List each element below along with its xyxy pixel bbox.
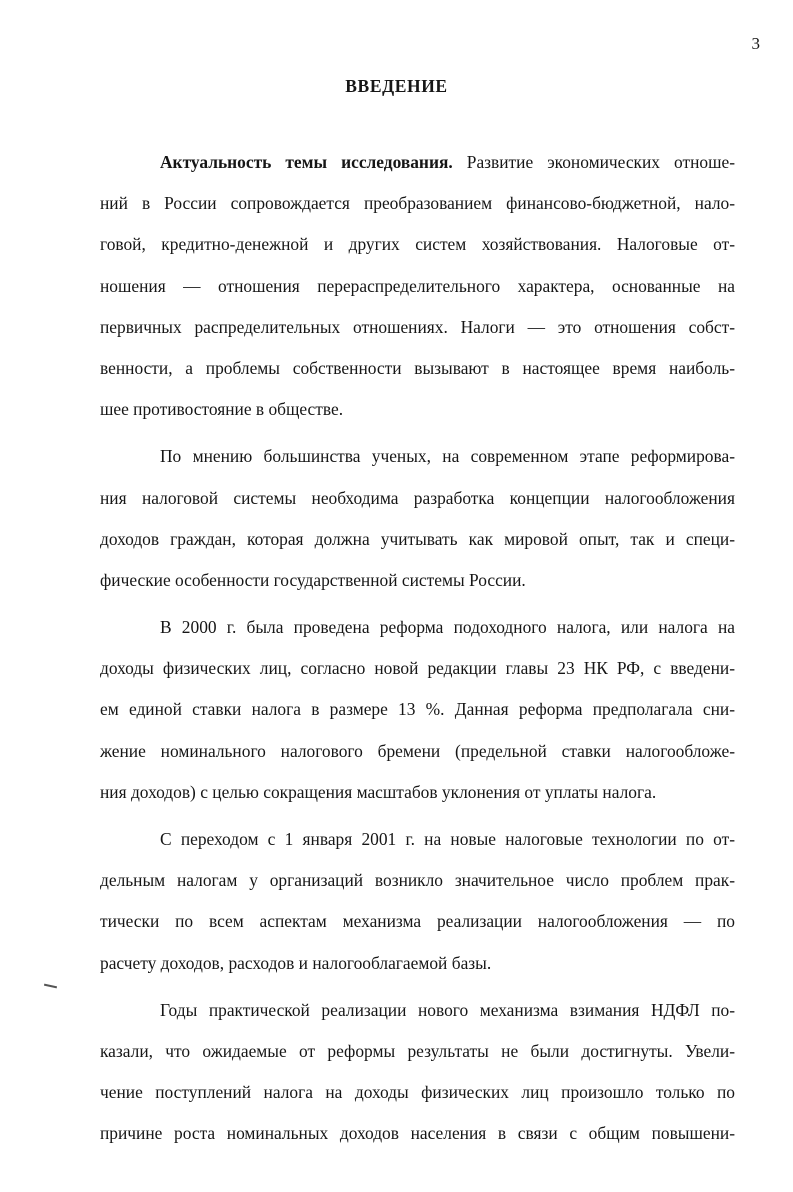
text-line: В 2000 г. была проведена реформа подоходного налога, или налога на [160,617,735,638]
text-line: фические особенности государственной системы России. [100,569,526,590]
text-line: С переходом с 1 января 2001 г. на новые налоговые технологии по от- [160,829,735,849]
text-line: жение номинального налогового бремени (предельной ставки налогообложе- [100,740,735,761]
page-number: 3 [751,34,760,53]
text-line: казали, что ожидаемые от реформы результаты не были достигнуты. Увели- [100,1040,735,1061]
text-line: ем единой ставки налога в размере 13 %. Данная реформа предполагала сни- [100,699,735,720]
scan-margin-mark [44,984,57,989]
text-line: По мнению большинства ученых, на современном этапе реформирова- [160,446,735,467]
text-line: дельным налогам у организаций возникло значительное число проблем прак- [100,870,735,891]
text-line: ния налоговой системы необходима разработка концепции налогообложения [100,487,735,508]
paragraph-lead: Актуальность темы исследования. [160,152,453,172]
text-line: доходы физических лиц, согласно новой редакции главы 23 НК РФ, с введени- [100,658,735,679]
text-line: ний в России сопровождается преобразованием финансово-бюджетной, нало- [100,193,735,214]
text-line: шее противостояние в обществе. [100,399,344,420]
text-line: расчету доходов, расходов и налогооблагаемой базы. [100,952,492,973]
text-line: тически по всем аспектам механизма реализации налогообложения — по [100,911,735,932]
text-line: ния доходов) с целью сокращения масштабов уклонения от уплаты налога. [100,781,657,802]
text-line: доходов граждан, которая должна учитывать как мировой опыт, так и специ- [100,528,735,549]
body-text [100,142,735,1155]
section-title: ВВЕДЕНИЕ [345,76,448,96]
text-line: Актуальность темы исследования. Развитие экономических отноше- [160,152,735,172]
text-line: причине роста номинальных доходов населения в связи с общим повышени- [100,1123,735,1144]
text-line: первичных распределительных отношениях. Налоги — это отношения собст- [100,316,735,337]
text-line: ношения — отношения перераспределительного характера, основанные на [100,275,735,296]
text-line: венности, а проблемы собственности вызывают в настоящее время наиболь- [100,357,735,378]
text-line: Годы практической реализации нового механизма взимания НДФЛ по- [160,999,735,1020]
text-line: говой, кредитно-денежной и других систем хозяйствования. Налоговые от- [100,234,735,255]
text-line: чение поступлений налога на доходы физических лиц произошло только по [100,1082,735,1103]
